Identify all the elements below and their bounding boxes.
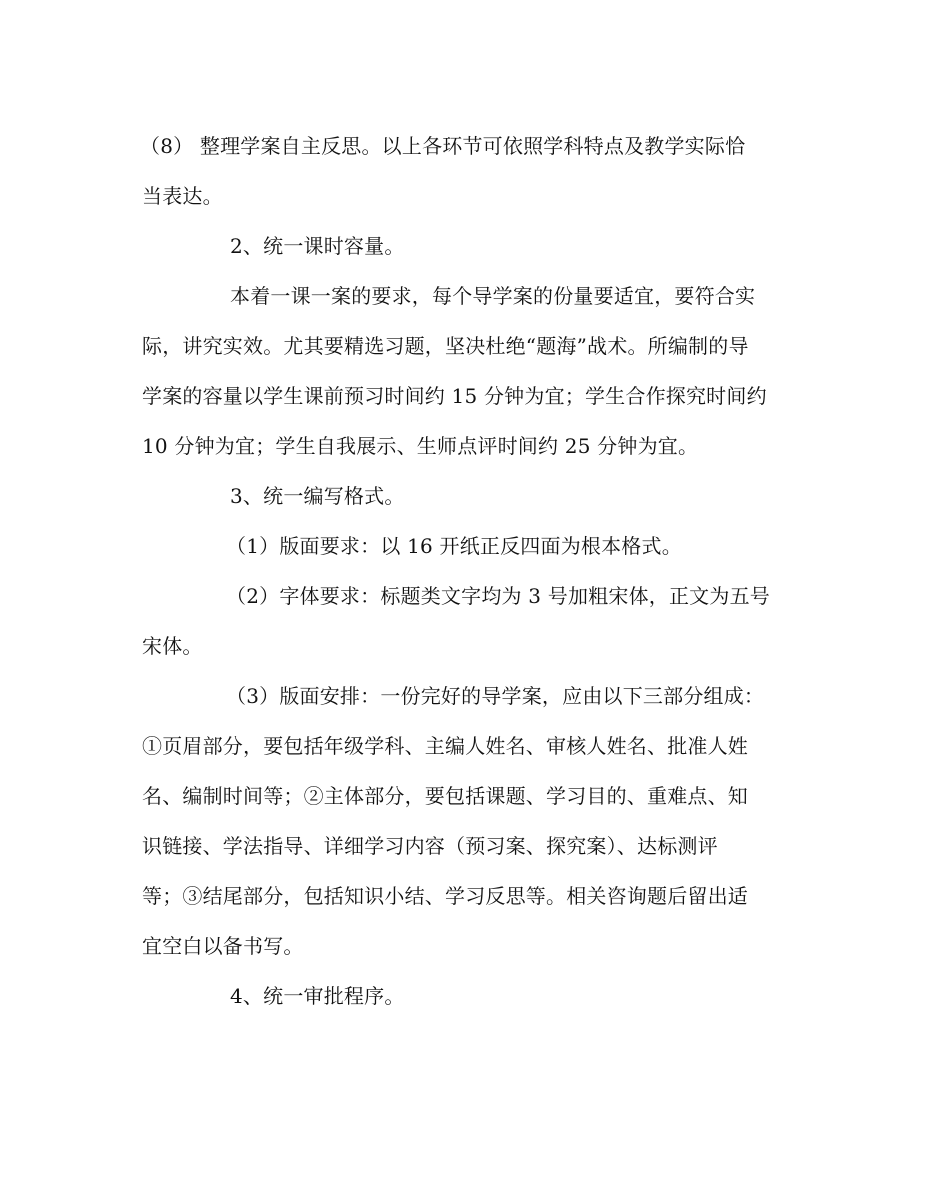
text-line: （8） 整理学案自主反思。以上各环节可依照学科特点及教学实际恰 [140,134,746,158]
text-line: （3）版面安排：一份完好的导学案，应由以下三部分组成： [226,684,765,708]
text-line: 识链接、学法指导、详细学习内容（预习案、探究案）、达标测评 [142,834,718,858]
text-line: 当表达。 [142,184,223,208]
text-line: 际，讲究实效。尤其要精选习题，坚决杜绝“题海”战术。所编制的导 [142,334,749,358]
text-line: 等；③结尾部分，包括知识小结、学习反思等。相关咨询题后留出适 [142,884,748,908]
text-line: 本着一课一案的要求，每个导学案的份量要适宜，要符合实 [230,284,756,308]
section-heading: 3、统一编写格式。 [230,484,405,508]
text-line: 名、编制时间等；②主体部分，要包括课题、学习目的、重难点、知 [142,784,748,808]
section-heading: 2、统一课时容量。 [230,234,405,258]
section-heading: 4、统一审批程序。 [230,984,405,1008]
text-line: （2）字体要求：标题类文字均为 3 号加粗宋体，正文为五号 [226,584,770,608]
text-line: ①页眉部分，要包括年级学科、主编人姓名、审核人姓名、批准人姓 [142,734,748,758]
text-line: （1）版面要求：以 16 开纸正反四面为根本格式。 [226,534,682,558]
text-line: 宜空白以备书写。 [142,934,304,958]
text-line: 宋体。 [142,634,203,658]
text-line: 学案的容量以学生课前预习时间约 15 分钟为宜；学生合作探究时间约 [142,384,767,408]
text-line: 10 分钟为宜；学生自我展示、生师点评时间约 25 分钟为宜。 [142,434,699,458]
